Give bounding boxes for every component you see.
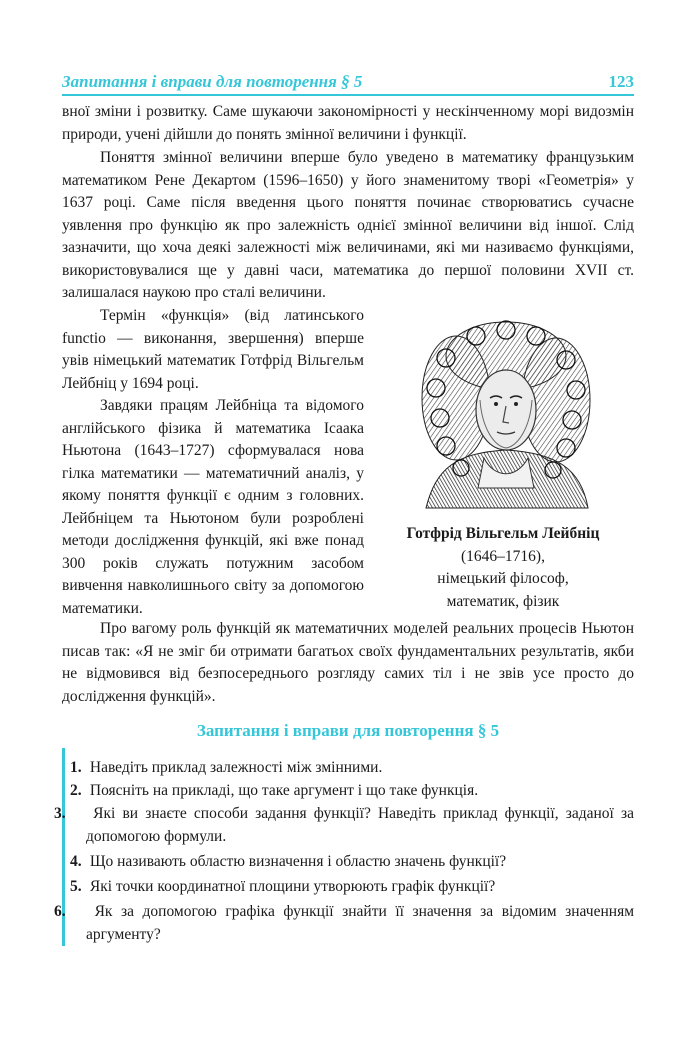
question-number: 2. (70, 782, 82, 799)
question-item (70, 876, 634, 899)
paragraph-term-function: Термін «функція» (від латинського functio — виконання, звершення) вперше увів німецький математик Готфрід Вільгельм Лейбніц у 1694 році. (62, 307, 364, 392)
paragraph-continuation: вної зміни і розвитку. Саме шукаючи закономірності у нескінченному морі видозмін природи, учені дійшли до понять змінної величини і функції. (62, 103, 634, 143)
question-text: Які ви знаєте способи задання функції? Наведіть приклад функції, заданої за допомогою формули. (86, 805, 635, 845)
question-item (70, 780, 634, 803)
question-number: 4. (70, 853, 82, 870)
question-text: Які точки координатної площини утворюють графік функції? (89, 878, 496, 895)
caption-name: Готфрід Вільгельм Лейбніц (406, 525, 600, 542)
question-number: 6. (54, 903, 66, 920)
caption-role-1: німецький філософ, (437, 570, 569, 587)
question-item (54, 901, 635, 946)
paragraph-leibniz-newton: Завдяки працям Лейбніца та відомого англійського фізика й математика Ісаака Ньютона (1643–1727) сформувалася нова гілка математики — математичний аналіз, у якому поняття функції є одним з головних. Лейбніцем та Ньютоном були розроблені методи дослідження функцій, які вже понад 300 років служать потужним засобом вивчення навколишнього світу за допомогою математики. (62, 397, 364, 617)
page-header (62, 70, 634, 96)
question-number: 3. (54, 805, 66, 822)
portrait-engraving (416, 318, 596, 514)
leibniz-portrait (416, 318, 596, 514)
question-text: Поясніть на прикладі, що таке аргумент і що таке функція. (89, 782, 479, 799)
paragraph-newton-quote: Про вагому роль функцій як математичних моделей реальних процесів Ньютон писав так: «Я не зміг би отримати багатьох своїх фундаментальних результатів, якби не відмовився від безпосереднього розгляду самих тіл і не звів усе просто до дослідження функцій». (62, 620, 634, 705)
question-item (54, 803, 635, 848)
paragraph-descartes: Поняття змінної величини вперше було уведено в математику французьким математиком Рене Декартом (1596–1650) у його знаменитому творі «Геометрія» у 1637 році. Саме після введення цього поняття починає створюватись сучасне уявлення про функцію як про залежність однієї змінної величини від іншої. Слід зазначити, що хоча деякі залежності між величинами, які ми називаємо функціями, використовувалися ще у давні часи, математика до першої половини XVII ст. залишалася наукою про сталі величини. (62, 149, 634, 301)
question-text: Як за допомогою графіка функції знайти її значення за відомим значенням аргументу? (86, 903, 635, 943)
question-item (70, 757, 634, 780)
question-text: Що називають областю визначення і областю значень функції? (89, 853, 507, 870)
question-number: 5. (70, 878, 82, 895)
page-number: 123 (608, 72, 634, 91)
caption-role-2: математик, фізик (446, 592, 560, 610)
question-text: Наведіть приклад залежності між змінними. (89, 759, 383, 776)
question-item (70, 851, 634, 874)
portrait-caption (372, 523, 634, 613)
section-title: Запитання і вправи для повторення § 5 (196, 721, 500, 740)
question-number: 1. (70, 759, 82, 776)
caption-years: (1646–1716), (461, 547, 545, 565)
running-title: Запитання і вправи для повторення § 5 (62, 72, 363, 91)
header-rule (62, 94, 634, 96)
